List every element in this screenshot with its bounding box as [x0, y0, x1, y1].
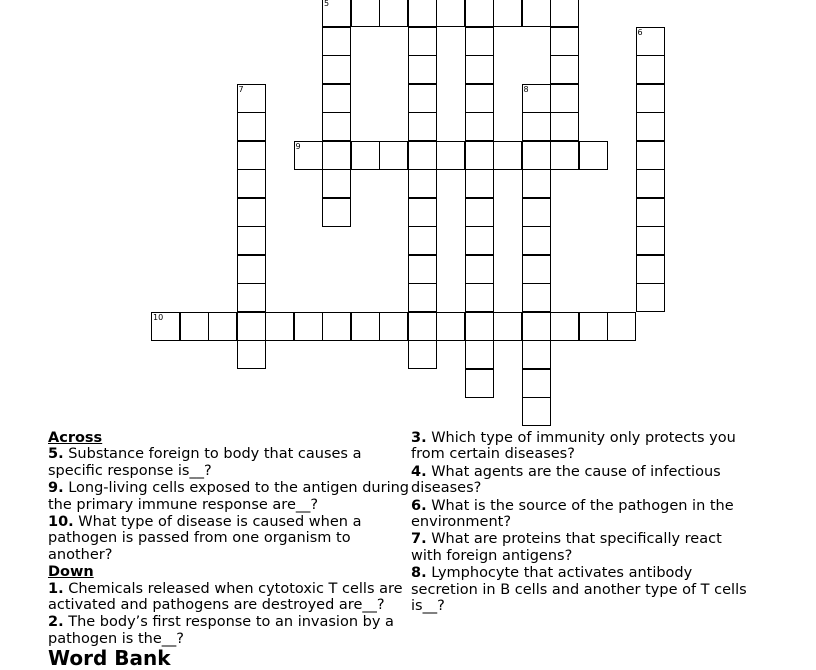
crossword-cell[interactable]: [408, 27, 437, 56]
crossword-cell[interactable]: [322, 198, 351, 227]
clue-text: Long-living cells exposed to the antigen during the primary immune response are__?: [48, 480, 409, 513]
crossword-cell[interactable]: [522, 397, 551, 426]
crossword-cell[interactable]: [607, 312, 636, 341]
clue-number: 3.: [411, 430, 427, 446]
crossword-cell[interactable]: [636, 55, 665, 84]
crossword-cell[interactable]: [522, 141, 551, 170]
crossword-cell[interactable]: [493, 312, 522, 341]
crossword-cell[interactable]: [322, 169, 351, 198]
clue-across-5: [48, 446, 410, 479]
crossword-cell[interactable]: [322, 112, 351, 141]
clue-text: Which type of immunity only protects you from certain diseases?: [411, 430, 736, 463]
crossword-cell[interactable]: [322, 0, 351, 27]
crossword-cell[interactable]: [436, 312, 465, 341]
clue-down-3: [411, 430, 756, 463]
crossword-cell[interactable]: [465, 169, 494, 198]
crossword-cell[interactable]: [208, 312, 237, 341]
crossword-cell[interactable]: [522, 226, 551, 255]
clue-number: 9.: [48, 480, 64, 497]
crossword-cell[interactable]: [465, 283, 494, 312]
crossword-cell[interactable]: [408, 255, 437, 284]
crossword-cell[interactable]: [522, 0, 551, 27]
cell-number: 5: [324, 0, 330, 8]
crossword-cell[interactable]: [237, 84, 266, 113]
clue-number: 5.: [48, 446, 64, 463]
crossword-cell[interactable]: [522, 169, 551, 198]
clue-number: 1.: [48, 580, 64, 597]
crossword-cell[interactable]: [493, 0, 522, 27]
crossword-cell[interactable]: [294, 312, 323, 341]
crossword-cell[interactable]: [522, 112, 551, 141]
across-heading: Across: [48, 430, 103, 446]
clues-right-column: [411, 430, 756, 615]
crossword-cell[interactable]: [322, 84, 351, 113]
crossword-cell[interactable]: [522, 312, 551, 341]
clue-text: What is the source of the pathogen in the environment?: [411, 497, 734, 531]
clue-number: 10.: [48, 514, 74, 531]
crossword-cell[interactable]: [636, 226, 665, 255]
crossword-cell[interactable]: [636, 84, 665, 113]
crossword-cell[interactable]: [436, 0, 465, 27]
crossword-cell[interactable]: [465, 369, 494, 398]
crossword-cell[interactable]: [237, 198, 266, 227]
crossword-cell[interactable]: [408, 0, 437, 27]
crossword-cell[interactable]: [522, 369, 551, 398]
crossword-cell[interactable]: [408, 198, 437, 227]
crossword-cell[interactable]: [465, 27, 494, 56]
clue-down-7: [411, 531, 756, 564]
crossword-cell[interactable]: [322, 55, 351, 84]
crossword-cell[interactable]: [493, 141, 522, 170]
crossword-cell[interactable]: [636, 198, 665, 227]
crossword-cell[interactable]: [379, 141, 408, 170]
cell-number: 8: [523, 84, 529, 94]
crossword-cell[interactable]: [465, 84, 494, 113]
crossword-cell[interactable]: [550, 27, 579, 56]
clue-down-6: [411, 498, 756, 531]
clue-down-2: [48, 614, 410, 647]
crossword-cell[interactable]: [408, 112, 437, 141]
down-heading: Down: [48, 564, 94, 581]
crossword-cell[interactable]: [351, 312, 380, 341]
clue-text: Substance foreign to body that causes a specific response is__?: [48, 446, 362, 479]
crossword-cell[interactable]: [322, 27, 351, 56]
crossword-cell[interactable]: [522, 255, 551, 284]
clue-text: Chemicals released when cytotoxic T cells are activated and pathogens are destroyed are__?: [48, 580, 403, 614]
crossword-cell[interactable]: [408, 169, 437, 198]
crossword-cell[interactable]: [237, 169, 266, 198]
crossword-cell[interactable]: [408, 55, 437, 84]
crossword-cell[interactable]: [151, 312, 180, 341]
clues-left-column: [48, 430, 410, 648]
clue-text: What agents are the cause of infectious diseases?: [411, 463, 721, 497]
crossword-cell[interactable]: [180, 312, 209, 341]
clue-down-1: [48, 581, 410, 614]
crossword-cell[interactable]: [294, 141, 323, 170]
crossword-cell[interactable]: [550, 0, 579, 27]
crossword-cell[interactable]: [550, 312, 579, 341]
crossword-cell[interactable]: [522, 340, 551, 369]
crossword-cell[interactable]: [465, 312, 494, 341]
clue-text: The body’s first response to an invasion by a pathogen is the__?: [48, 614, 394, 647]
crossword-cell[interactable]: [465, 0, 494, 27]
crossword-cell[interactable]: [237, 112, 266, 141]
crossword-cell[interactable]: [465, 55, 494, 84]
crossword-cell[interactable]: [379, 312, 408, 341]
crossword-cell[interactable]: [237, 255, 266, 284]
crossword-cell[interactable]: [550, 141, 579, 170]
crossword-cell[interactable]: [465, 255, 494, 284]
clue-number: 7.: [411, 531, 427, 548]
crossword-cell[interactable]: [408, 312, 437, 341]
clue-across-9: [48, 480, 410, 513]
crossword-cell[interactable]: [636, 283, 665, 312]
crossword-cell[interactable]: [465, 141, 494, 170]
crossword-cell[interactable]: [550, 112, 579, 141]
crossword-cell[interactable]: [408, 141, 437, 170]
crossword-cell[interactable]: [265, 312, 294, 341]
clue-text: What are proteins that specifically react with foreign antigens?: [411, 531, 722, 564]
crossword-cell[interactable]: [636, 141, 665, 170]
crossword-cell[interactable]: [351, 141, 380, 170]
cell-number: 7: [238, 84, 244, 94]
crossword-cell[interactable]: [579, 312, 608, 341]
crossword-cell[interactable]: [351, 0, 380, 27]
clue-number: 2.: [48, 614, 64, 631]
crossword-cell[interactable]: [465, 198, 494, 227]
crossword-cell[interactable]: [636, 255, 665, 284]
crossword-cell[interactable]: [408, 226, 437, 255]
clue-down-8: [411, 565, 756, 614]
crossword-cell[interactable]: [322, 141, 351, 170]
cell-number: 9: [295, 141, 301, 151]
crossword-cell[interactable]: [522, 84, 551, 113]
crossword-cell[interactable]: [550, 55, 579, 84]
crossword-cell[interactable]: [408, 84, 437, 113]
crossword-cell[interactable]: [237, 340, 266, 369]
clue-across-10: [48, 514, 410, 563]
crossword-cell[interactable]: [237, 226, 266, 255]
crossword-cell[interactable]: [465, 340, 494, 369]
crossword-cell[interactable]: [237, 312, 266, 341]
crossword-cell[interactable]: [522, 198, 551, 227]
crossword-cell[interactable]: [379, 0, 408, 27]
crossword-cell[interactable]: [408, 283, 437, 312]
crossword-cell[interactable]: [579, 141, 608, 170]
crossword-cell[interactable]: [636, 27, 665, 56]
crossword-cell[interactable]: [465, 226, 494, 255]
crossword-cell[interactable]: [237, 283, 266, 312]
crossword-cell[interactable]: [636, 169, 665, 198]
cell-number: 6: [637, 27, 643, 37]
crossword-cell[interactable]: [522, 283, 551, 312]
crossword-cell[interactable]: [436, 141, 465, 170]
clue-text: Lymphocyte that activates antibody secretion in B cells and another type of T cells is__?: [411, 565, 747, 615]
word-bank-heading: Word Bank: [48, 646, 171, 670]
crossword-cell[interactable]: [550, 84, 579, 113]
clue-number: 8.: [411, 565, 427, 582]
crossword-cell[interactable]: [408, 340, 437, 369]
crossword-cell[interactable]: [322, 312, 351, 341]
clue-number: 6.: [411, 497, 427, 514]
crossword-cell[interactable]: [465, 112, 494, 141]
cell-number: 10: [153, 312, 164, 322]
crossword-cell[interactable]: [636, 112, 665, 141]
clue-text: What type of disease is caused when a pathogen is passed from one organism to another?: [48, 514, 362, 563]
clue-down-4: [411, 464, 756, 497]
clue-number: 4.: [411, 463, 427, 480]
crossword-cell[interactable]: [237, 141, 266, 170]
